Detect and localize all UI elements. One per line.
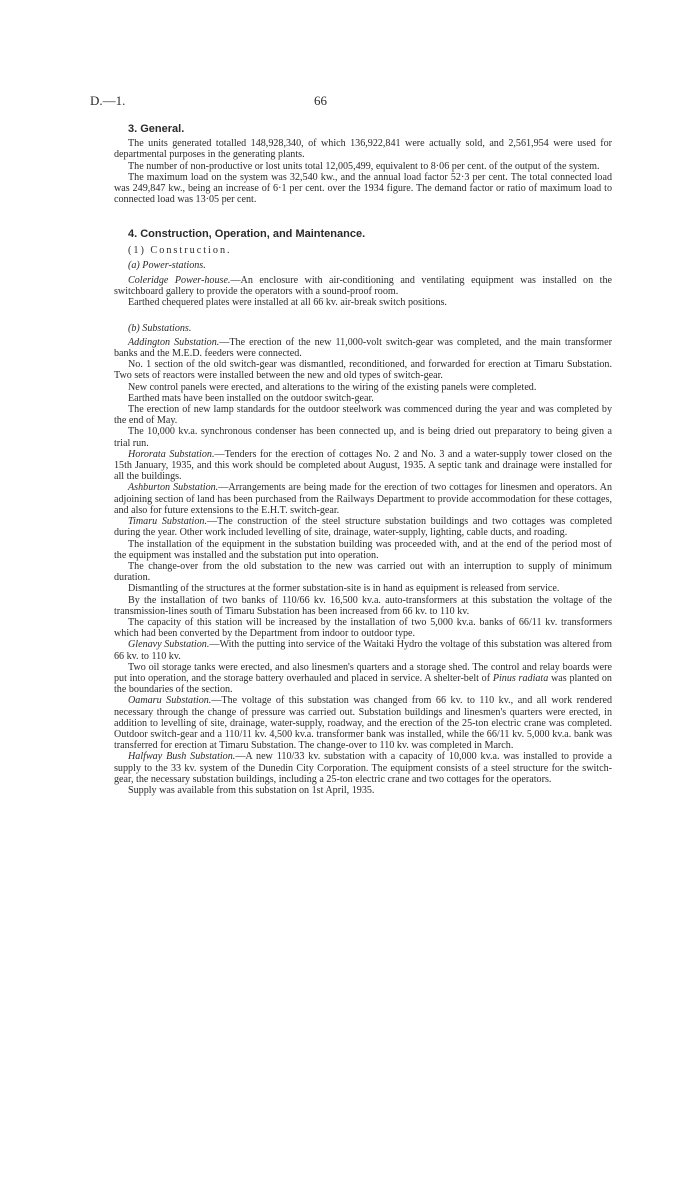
paragraph: Earthed chequered plates were installed at all 66 kv. air-break switch positions.: [128, 297, 447, 309]
paragraph: The installation of the equipment in the substation building was proceeded with, and at the end of the period most of the equipment was installed and the substation put into operation.: [114, 538, 612, 561]
paragraph: The units generated totalled 148,928,340, of which 136,922,841 were actually sold, and 2,561,954 were used for departmental purposes in the generating plants.: [114, 138, 612, 161]
page-number: 66: [314, 93, 327, 108]
paragraph: Halfway Bush Substation.—A new 110/33 kv. substation with a capacity of 10,000 kv.a. was installed to provide a supply to the 33 kv. system of the Dunedin City Corporation. The equipment consists of a steel structure for the switch-gear, the necessary substation buildings, including a 25-ton electric crane and two cottages for the operators.: [114, 751, 612, 785]
paragraph: Addington Substation.—The erection of the new 11,000-volt switch-gear was completed, and the main transformer banks and the M.E.D. feeders were connected.: [114, 336, 612, 360]
paragraph: Two oil storage tanks were erected, and also linesmen's quarters and a storage shed. The control and relay boards were put into operation, and the storage battery overhauled and placed in service. A shelter-belt of Pinus radiata was planted on the boundaries of the section.: [114, 661, 612, 696]
paragraph: Supply was available from this substation on 1st April, 1935.: [128, 784, 375, 796]
subheading-substations: (b) Substations.: [128, 322, 192, 334]
paragraph: The erection of new lamp standards for the outdoor steelwork was commenced during the year and was completed by the end of May.: [114, 404, 612, 427]
section-heading-construction: 4. Construction, Operation, and Maintenance.: [128, 228, 366, 241]
subsection-heading: (1) Construction.: [128, 244, 232, 256]
paragraph-title: Coleridge Power-house.: [128, 275, 231, 287]
section-heading-general: 3. General.: [128, 123, 185, 135]
paragraph-title: Hororata Substation.: [128, 448, 215, 460]
page-header: [90, 93, 610, 109]
paragraph: Ashburton Substation.—Arrangements are being made for the erection of two cottages for linesmen and operators. An adjoining section of land has been purchased from the Railways Department to provide accommodation for these cottages, and also for future extensions to the E.H.T. switch-gear.: [114, 482, 612, 516]
paragraph: No. 1 section of the old switch-gear was dismantled, reconditioned, and forwarded for erection at Timaru Substation. Two sets of reactors were installed between the new and old types of switch-gear.: [114, 359, 612, 382]
paragraph: The maximum load on the system was 32,540 kw., and the annual load factor 52·3 per cent. The total connected load was 249,847 kw., being an increase of 6·1 per cent. over the 1934 figure. The demand factor or ratio of maximum load to connected load was 13·05 per cent.: [114, 171, 612, 206]
paragraph: Glenavy Substation.—With the putting into service of the Waitaki Hydro the voltage of this substation was altered from 66 kv. to 110 kv.: [114, 639, 612, 662]
document-code: D.—1.: [90, 93, 126, 108]
page-body: [114, 124, 612, 796]
paragraph-title: Ashburton Substation.: [128, 482, 219, 494]
paragraph: Coleridge Power-house.—An enclosure with air-conditioning and ventilating equipment was installed on the switchboard gallery to provide the operators with a sound-proof room.: [114, 275, 612, 298]
paragraph: The number of non-productive or lost units total 12,005,499, equivalent to 8·06 per cent. of the output of the system.: [128, 160, 600, 172]
paragraph-title: Halfway Bush Substation.: [128, 751, 236, 763]
subheading-power-stations: (a) Power-stations.: [128, 259, 206, 271]
paragraph-title: Oamaru Substation.: [128, 695, 212, 707]
paragraph-title: Addington Substation.: [128, 336, 220, 348]
paragraph: Hororata Substation.—Tenders for the erection of cottages No. 2 and No. 3 and a water-supply tower closed on the 15th January, 1935, and this work should be completed about August, 1935. A septic tank and drainage were installed for all the buildings.: [114, 448, 612, 483]
paragraph-title: Glenavy Substation.: [128, 639, 210, 651]
paragraph: Timaru Substation.—The construction of the steel structure substation buildings and two cottages was completed during the year. Other work included levelling of site, drainage, water-supply, lighting, cable ducts, and roading.: [114, 516, 612, 539]
paragraph: The change-over from the old substation to the new was carried out with an interruption to supply of minimum duration.: [114, 560, 612, 584]
paragraph: Dismantling of the structures at the former substation-site is in hand as equipment is released from service.: [128, 583, 560, 595]
paragraph: By the installation of two banks of 110/66 kv. 16,500 kv.a. auto-transformers at this substation the voltage of the transmission-lines south of Timaru Substation has been increased from 66 kv. to 110 kv.: [114, 594, 612, 617]
paragraph-title: Timaru Substation.: [128, 516, 207, 528]
paragraph: Earthed mats have been installed on the outdoor switch-gear.: [128, 392, 374, 404]
paragraph: Oamaru Substation.—The voltage of this substation was changed from 66 kv. to 110 kv., and all work rendered necessary through the change of pressure was carried out. Substation buildings and linesmen's quarters were erected, in addition to levelling of site, drainage, water-supply, roadway, and the erection of the 25-ton electric crane was completed. Outdoor switch-gear and a 110/11 kv. 4,500 kv.a. transformer bank was installed, while the 66/11 kv. 5,000 kv.a. bank was transferred for erection at Timaru Substation. The change-over to 110 kv. was completed in March.: [114, 695, 612, 752]
paragraph: The 10,000 kv.a. synchronous condenser has been connected up, and is being dried out preparatory to being given a trial run.: [114, 426, 612, 449]
paragraph: New control panels were erected, and alterations to the wiring of the existing panels were completed.: [128, 381, 537, 393]
paragraph: The capacity of this station will be increased by the installation of two 5,000 kv.a. banks of 66/11 kv. transformers which had been converted by the Department from indoor to outdoor type.: [114, 616, 612, 640]
